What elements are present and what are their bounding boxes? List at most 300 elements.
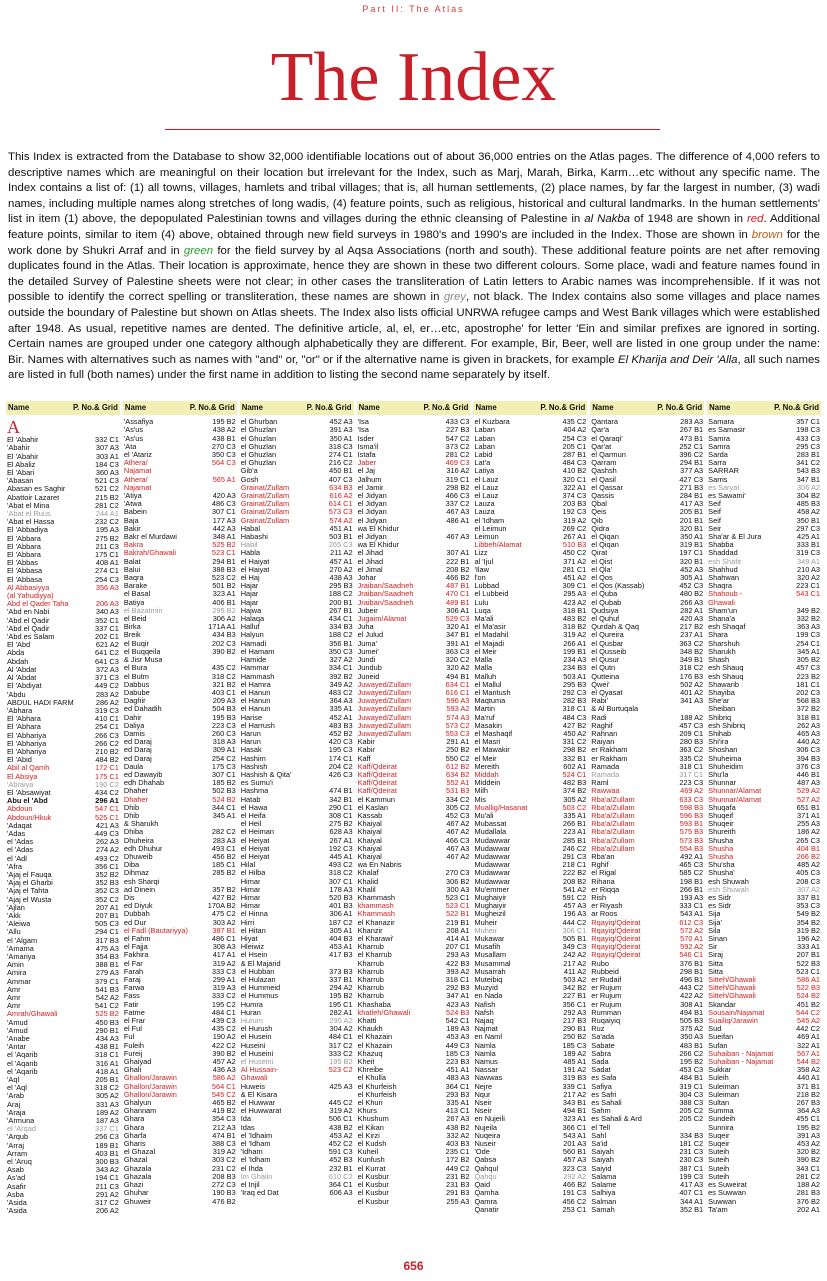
entry-name: Salman (591, 1197, 617, 1206)
entry-name: el Qiqan (591, 533, 619, 542)
entry-name: Himar (240, 902, 261, 911)
entry-name: Qaid (474, 1181, 491, 1190)
entry-grid-ref: 171A A1 (208, 622, 236, 632)
entry-name: el Fadl (Bautariyya) (123, 926, 188, 935)
entry-grid-ref: 565 A1 (212, 474, 236, 484)
entry-name: Batiya (123, 598, 145, 607)
index-entry (590, 1206, 704, 1214)
entry-name: 'Abd es Salam (7, 633, 55, 642)
entry-name: Diba (123, 861, 140, 870)
entry-grid-ref: 343 C1 (796, 1163, 821, 1173)
entry-name: El 'Absawiyat (7, 788, 51, 797)
entry-grid-ref: 591 C2 (562, 892, 587, 902)
entry-name: el 'Atariz (123, 451, 152, 460)
entry-name: Rubbeid (591, 967, 619, 976)
entry-grid-ref: 320 B1 (679, 556, 704, 566)
entry-name: el Qiqan (591, 541, 619, 550)
entry-grid-ref: 275 B2 (329, 819, 353, 829)
entry-name: ed Dawayib (123, 770, 163, 779)
entry-grid-ref: 482 B3 (562, 778, 587, 788)
entry-name: Sharshuh (708, 639, 740, 648)
entry-grid-ref: 318 B2 (562, 622, 587, 632)
entry-name: Abdoun/Hkuk (7, 813, 52, 822)
entry-name: Musammal (474, 959, 511, 968)
entry-name: El 'Abdiyat (7, 682, 42, 691)
entry-name: Sitteh/Ghawali (708, 992, 756, 1001)
column-header (240, 401, 354, 415)
entry-name: Khaiyal (357, 820, 382, 829)
entry-grid-ref: 453 A2 (796, 1139, 821, 1149)
entry-name: Shuqafa (708, 803, 736, 812)
entry-grid-ref: 390 B2 (212, 1048, 236, 1058)
entry-grid-ref: 523 C2 (328, 1065, 353, 1075)
entry-name: es Sumu'i (240, 779, 273, 788)
entry-grid-ref: 352 C3 (95, 886, 119, 896)
entry-grid-ref: 270 C3 (445, 868, 470, 878)
entry-name: Kuheil (357, 1148, 379, 1157)
entry-grid-ref: 553 C3 (445, 728, 470, 738)
entry-grid-ref: 379 C1 (95, 976, 119, 986)
entry-grid-ref: 521 C3 (95, 476, 119, 486)
entry-name: Ghazala (123, 1164, 152, 1173)
entry-grid-ref: 185 C3 (562, 1040, 587, 1050)
entry-grid-ref: 207 B1 (95, 910, 119, 920)
entry-grid-ref: 331 A3 (95, 1099, 119, 1109)
entry-grid-ref: 318 A3 (212, 737, 236, 747)
entry-name: & Jisr Musa (123, 656, 163, 665)
entry-name: 'Abd el Qadir (7, 616, 50, 625)
index-entry (123, 459, 237, 467)
entry-grid-ref: 450 C2 (562, 548, 587, 558)
entry-name: 'Abraiya (7, 780, 34, 789)
entry-grid-ref: 255 A3 (796, 819, 821, 829)
entry-grid-ref: 502 A2 (680, 679, 704, 689)
entry-grid-ref: 451 A1 (446, 1065, 470, 1075)
entry-grid-ref: 427 B2 (212, 892, 236, 902)
entry-grid-ref: 274 C1 (328, 450, 353, 460)
entry-name: Sultan (708, 1099, 730, 1108)
index-entry (357, 533, 471, 541)
entry-name: Qbal (591, 500, 607, 509)
entry-grid-ref: 363 C3 (445, 646, 470, 656)
entry-grid-ref: 297 C3 (796, 523, 821, 533)
entry-name: Grainat/Zullam (240, 483, 290, 492)
entry-name: el Hamam (240, 647, 275, 656)
entry-name: Sahm (591, 1107, 611, 1116)
entry-name: el 'Adas (7, 838, 34, 847)
entry-name: el Buqqeila (123, 647, 161, 656)
entry-name: Rqayiq/Qdeirat (591, 943, 641, 952)
entry-name: Khammash (357, 910, 395, 919)
entry-name: Rumman (591, 1008, 622, 1017)
entry-grid-ref: 419 B2 (212, 1106, 236, 1116)
entry-grid-ref: 185 B2 (212, 778, 236, 788)
entry-grid-ref: 265 C3 (796, 835, 821, 845)
entry-name: 'Asida (7, 1199, 27, 1208)
entry-name: Laban (474, 442, 495, 451)
entry-grid-ref: 387 B1 (212, 925, 236, 935)
entry-grid-ref: 205 B1 (679, 507, 704, 517)
entry-grid-ref: 303 A1 (95, 451, 119, 461)
entry-name: Shusha (708, 836, 734, 845)
entry-name: Hamide (240, 656, 267, 665)
entry-grid-ref: 356 C1 (95, 861, 119, 871)
entry-grid-ref: 341 C2 (796, 458, 821, 468)
entry-grid-ref: 254 C1 (95, 722, 119, 732)
entry-name: wa El Khidur (357, 541, 400, 550)
entry-name: Hashim (240, 754, 266, 763)
entry-grid-ref: 457 A2 (212, 1057, 236, 1067)
entry-grid-ref: 606 A3 (329, 1188, 353, 1198)
entry-grid-ref: 319 A2 (212, 1147, 236, 1157)
entry-grid-ref: 217 A2 (563, 1089, 587, 1099)
entry-name: el Kharrub (357, 951, 392, 960)
entry-grid-ref: 363 A3 (796, 622, 821, 632)
entry-grid-ref: 484 C3 (562, 458, 587, 468)
entry-grid-ref: 203 B3 (562, 499, 587, 509)
entry-name: Mereith (474, 762, 500, 771)
entry-grid-ref: 438 A3 (329, 573, 353, 583)
entry-grid-ref: 320 B2 (796, 1147, 821, 1157)
entry-name: Nassar (474, 1066, 498, 1075)
entry-grid-ref: 208 A1 (446, 925, 470, 935)
entry-grid-ref: 305 A1 (680, 573, 704, 583)
entry-name: el Hawa (240, 803, 268, 812)
entry-grid-ref: 485 B3 (796, 499, 821, 509)
entry-grid-ref: 230 C3 (679, 1155, 704, 1165)
entry-name: el Fajja (123, 943, 148, 952)
entry-grid-ref: 452 A3 (329, 417, 353, 427)
page-number: 656 (403, 1259, 424, 1273)
column-header (590, 401, 704, 415)
entry-grid-ref: 318 C2 (328, 868, 353, 878)
entry-grid-ref: 593 A2 (446, 704, 470, 714)
entry-name: Rba'a/Zullam (591, 820, 635, 829)
entry-grid-ref: 187 C2 (328, 917, 353, 927)
entry-name: Mudallala (474, 828, 507, 837)
intro-text-3: . Additional feature points, similar to item (4) above, obtained through new field surveys in 1980's and 1990's are included in the Index. Those are shown in (8, 213, 820, 241)
entry-name: esh Shafit (708, 557, 742, 566)
entry-grid-ref: 223 C3 (679, 778, 704, 788)
entry-name: er Rakham (591, 754, 628, 763)
entry-grid-ref: 269 C2 (562, 523, 587, 533)
entry-name: el Quba (591, 590, 618, 599)
entry-grid-ref: 195 C2 (211, 999, 236, 1009)
entry-grid-ref: 406 B1 (212, 597, 236, 607)
entry-grid-ref: 543 A1 (680, 909, 704, 919)
entry-name: el Tell (591, 1123, 611, 1132)
column-header-name: Name (709, 403, 731, 412)
entry-grid-ref: 227 B3 (446, 425, 470, 435)
entry-grid-ref: 388 C3 (679, 1098, 704, 1108)
entry-grid-ref: 207 B1 (796, 950, 821, 960)
entry-name: El 'Abbara (7, 551, 41, 560)
entry-name: el Injil (240, 1181, 260, 1190)
entry-name: Khaukh (357, 1025, 383, 1034)
entry-grid-ref: 376 C3 (796, 761, 821, 771)
entry-name: Qanatir (474, 1205, 499, 1214)
entry-grid-ref: 352 C2 (95, 894, 119, 904)
entry-name: el Hubban (240, 967, 275, 976)
entry-name: Hiyat (240, 935, 258, 943)
entry-name: SARRAR (708, 467, 739, 476)
entry-name: Juwayed/Zullam (357, 697, 411, 706)
entry-grid-ref: 633 C3 (679, 794, 704, 804)
entry-grid-ref: 467 A3 (446, 507, 470, 517)
entry-grid-ref: 634 B2 (446, 769, 470, 779)
entry-name: Sabra (591, 1049, 612, 1058)
entry-name: er Rudaif (591, 976, 622, 985)
entry-name: Hashish (240, 762, 268, 771)
entry-grid-ref: 376 B2 (796, 1196, 821, 1206)
entry-grid-ref: 244 A1 (95, 509, 119, 519)
entry-grid-ref: 320 A1 (446, 622, 470, 632)
entry-name: Kaff/Qdeirat (357, 787, 397, 796)
entry-name: Sija (708, 910, 721, 919)
entry-name: Seif (708, 516, 721, 525)
entry-grid-ref: 574 A2 (329, 515, 353, 525)
entry-name: 'Arqub (7, 1133, 29, 1142)
entry-grid-ref: 487 A3 (796, 778, 821, 788)
entry-name: 'As'us (123, 426, 144, 435)
entry-name: Rqayiq/Qdeirat (591, 926, 641, 935)
entry-name: Khalid (357, 877, 379, 886)
index-column (707, 401, 821, 1237)
entry-name: Habla (240, 549, 261, 558)
entry-grid-ref: 266 B1 (562, 819, 587, 829)
entry-grid-ref: 434 B3 (212, 630, 236, 640)
entry-name: Rghif (591, 861, 609, 870)
entry-name: Sabate (591, 1041, 615, 1050)
entry-grid-ref: 391 A3 (796, 1130, 821, 1140)
entry-name: Suwwan (708, 1197, 737, 1206)
entry-name: Suleih (708, 1074, 729, 1083)
entry-grid-ref: 396 C2 (679, 450, 704, 460)
entry-name: el Qarmun (591, 451, 626, 460)
entry-grid-ref: 544 B2 (796, 1057, 821, 1067)
entry-grid-ref: 318 B1 (562, 605, 587, 615)
entry-grid-ref: 574 A3 (446, 712, 470, 722)
entry-grid-ref: 357 C1 (796, 417, 821, 427)
entry-name: Samara (708, 418, 735, 427)
entry-name: Seir (708, 524, 722, 533)
part-label: Part II: The Atlas (362, 4, 465, 14)
entry-name: Nafish (474, 1000, 496, 1009)
entry-name: Gharfa (123, 1131, 147, 1140)
entry-grid-ref: 295 B3 (329, 581, 353, 591)
entry-name: el Qist (591, 557, 613, 566)
entry-grid-ref: 300 B3 (95, 1157, 119, 1167)
entry-grid-ref: 339 C1 (562, 1081, 587, 1091)
entry-name: er Rakham (591, 746, 628, 755)
column-header-name: Name (475, 403, 497, 412)
entry-name: Laban (474, 426, 495, 435)
entry-name: Fakhira (123, 951, 149, 960)
entry-name: Daliya (123, 721, 145, 730)
entry-grid-ref: 198 C3 (796, 425, 821, 435)
entry-name: el Kusbur (357, 1189, 389, 1198)
entry-grid-ref: 295 B3 (562, 679, 587, 689)
entry-grid-ref: 347 B1 (796, 474, 821, 484)
entry-name: Khreibe (357, 1066, 384, 1075)
entry-grid-ref: 271 B3 (679, 482, 704, 492)
entry-name: el 'Arqad (7, 1125, 36, 1134)
entry-name: Najamat (123, 483, 152, 492)
entry-grid-ref: 596 A3 (446, 696, 470, 706)
entry-name: Rba'a/Zullam (591, 803, 635, 812)
entry-grid-ref: 352 B3 (95, 878, 119, 888)
entry-grid-ref: 210 B2 (95, 746, 119, 756)
entry-name: Jumei' (357, 647, 379, 656)
title-divider (165, 129, 660, 130)
entry-grid-ref: 356 C1 (562, 999, 587, 1009)
entry-name: Hajar (240, 598, 259, 607)
entry-name: Himar (240, 885, 261, 894)
entry-name: Juwayed/Zullam (357, 729, 411, 738)
index-entry (590, 697, 704, 705)
entry-grid-ref: 596 B3 (679, 810, 704, 820)
entry-grid-ref: 621 A2 (95, 640, 119, 650)
entry-name: Asba (7, 1190, 24, 1199)
entry-name: el Ghuzlan (240, 442, 277, 451)
entry-grid-ref: 318 C3 (328, 441, 353, 451)
entry-name: 'Amud (7, 1026, 28, 1035)
entry-name: Sa'id (591, 1140, 608, 1149)
entry-name: Asab (7, 1166, 24, 1175)
entry-grid-ref: 334 B3 (679, 1130, 704, 1140)
index-entry (123, 648, 237, 656)
entry-grid-ref: 291 A1 (446, 737, 470, 747)
entry-name: Hajar (240, 590, 259, 599)
entry-grid-ref: 298 B1 (679, 966, 704, 976)
entry-name: 'Aleiwa (7, 920, 31, 929)
entry-name: Sitteh/Ghawali (708, 984, 756, 993)
entry-grid-ref: 357 B2 (212, 884, 236, 894)
entry-grid-ref: 457 C3 (679, 720, 704, 730)
entry-name: Suteih (708, 1148, 730, 1157)
entry-name: Sija' (708, 918, 722, 927)
entry-grid-ref: 467 A2 (446, 851, 470, 861)
entry-grid-ref: 493 C2 (95, 853, 119, 863)
entry-name: 'Abd en Nabi (7, 608, 50, 617)
entry-grid-ref: 212 A3 (212, 1122, 236, 1132)
column-header (707, 401, 821, 415)
entry-name: en Nujeili (474, 1115, 505, 1124)
entry-grid-ref: 318 C2 (679, 663, 704, 673)
entry-grid-ref: 216 C2 (328, 458, 353, 468)
entry-grid-ref: 189 A3 (446, 1024, 470, 1034)
index-entry (357, 1198, 471, 1206)
entry-grid-ref: 347 A1 (446, 991, 470, 1001)
entry-grid-ref: 452 C3 (679, 581, 704, 591)
entry-name: Jugaim/Alamat (357, 615, 407, 624)
intro-example: El Kharija and Deir 'Alla (617, 353, 738, 366)
entry-grid-ref: 188 C2 (328, 630, 353, 640)
entry-name: Sarda (708, 451, 728, 460)
entry-grid-ref: 275 B2 (95, 533, 119, 543)
entry-grid-ref: 267 A1 (329, 835, 353, 845)
entry-name: Siraj (708, 951, 723, 960)
section-letter: A (7, 417, 20, 438)
entry-name: en Nada (474, 992, 503, 1001)
entry-grid-ref: 309 C1 (562, 581, 587, 591)
entry-grid-ref: 527 A2 (796, 794, 821, 804)
entry-grid-ref: 404 A2 (563, 425, 587, 435)
entry-name: Najmat (474, 1025, 498, 1034)
entry-grid-ref: 531 B3 (446, 786, 470, 796)
entry-name: el Ghazal (123, 1148, 156, 1157)
entry-grid-ref: 222 B2 (562, 868, 587, 878)
entry-grid-ref: 319 A2 (563, 630, 587, 640)
entry-grid-ref: 520 B3 (329, 892, 353, 902)
entry-name: Lat'a (474, 459, 491, 468)
entry-grid-ref: 170A B2 (207, 901, 236, 911)
entry-grid-ref: 237 A1 (680, 630, 704, 640)
entry-name: Juwayed/Zullam (357, 721, 411, 730)
entry-name: Rba'an (591, 852, 615, 861)
entry-name: el Huseini (240, 1049, 274, 1058)
entry-name: 'As'us (123, 434, 144, 443)
entry-grid-ref: 505 B3 (679, 1016, 704, 1026)
entry-grid-ref: 266 A1 (563, 638, 587, 648)
entry-name: Humra (240, 1000, 263, 1009)
entry-name: Shayiba (708, 688, 735, 697)
entry-grid-ref: 356 A3 (95, 582, 119, 592)
index-entry (707, 1206, 821, 1214)
entry-grid-ref: 323 A1 (212, 589, 236, 599)
entry-name: Middah (474, 770, 499, 779)
entry-name: Shuheidim (708, 762, 744, 771)
entry-name: Sunnira (708, 1123, 734, 1132)
entry-grid-ref: 598 B3 (679, 802, 704, 812)
entry-name: 'Arab (7, 1092, 25, 1101)
entry-name: esh Shauq (708, 664, 744, 673)
entry-name: el Qaraqi' (591, 434, 623, 443)
entry-name: Nseir (474, 1107, 492, 1116)
entry-name: Hilal (240, 861, 256, 870)
entry-name: El 'Abbara (7, 534, 41, 543)
entry-grid-ref: 354 C3 (211, 1114, 236, 1124)
entry-grid-ref: 195 C3 (328, 745, 353, 755)
entry-name: Jraiban/Saadneh (357, 598, 414, 607)
index-column (240, 401, 354, 1237)
entry-name: Shawarib (708, 680, 739, 689)
entry-name: el Qutn (591, 664, 616, 673)
entry-name: Salhiya (591, 1189, 616, 1198)
entry-name: el Hilba (240, 869, 266, 878)
entry-grid-ref: 188 C2 (328, 589, 353, 599)
entry-grid-ref: 189 B1 (95, 1140, 119, 1150)
entry-grid-ref: 371 A2 (563, 556, 587, 566)
entry-grid-ref: 323 A1 (563, 1114, 587, 1124)
entry-grid-ref: 335 A1 (446, 1098, 470, 1108)
entry-grid-ref: 260 C3 (211, 728, 236, 738)
entry-grid-ref: 210 A3 (796, 564, 821, 574)
entry-name: es Sidr (708, 893, 732, 902)
entry-grid-ref: 305 A2 (563, 794, 587, 804)
entry-grid-ref: 433 C3 (445, 417, 470, 427)
entry-grid-ref: 299 A1 (212, 975, 236, 985)
entry-name: 'Ajlan (7, 903, 25, 912)
entry-name: Shu'la (708, 770, 729, 779)
entry-name: Sahl (591, 1131, 607, 1140)
entry-name: Kharrub (357, 943, 384, 952)
entry-name: el 'Aqarib (7, 1059, 38, 1068)
entry-name: Khatti (357, 1017, 377, 1026)
entry-grid-ref: 340 A3 (95, 607, 119, 617)
entry-name: El 'Abari (7, 469, 35, 478)
entry-name: Kassab (357, 811, 383, 820)
